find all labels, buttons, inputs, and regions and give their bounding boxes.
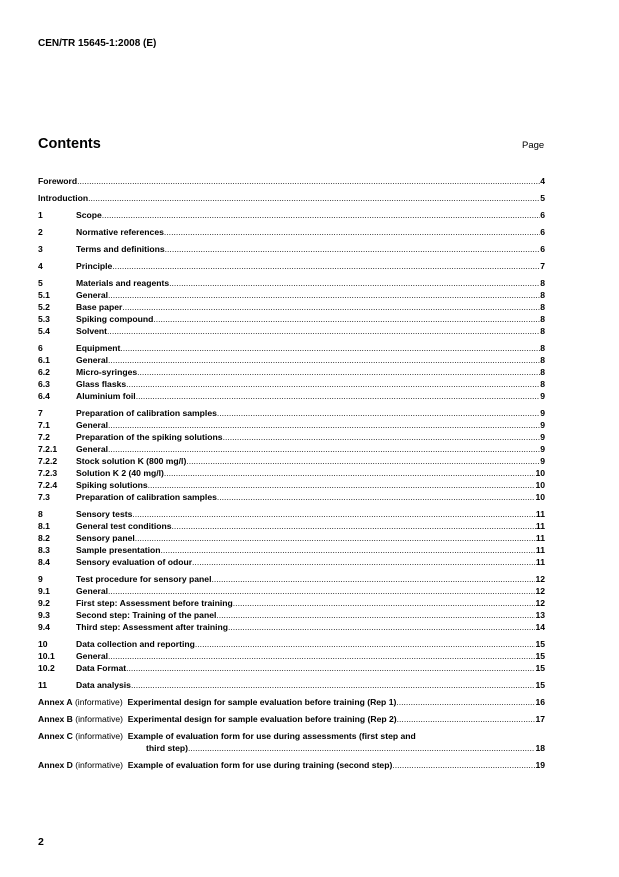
toc-entry-title: Test procedure for sensory panel .....	[76, 573, 535, 585]
toc-entry-page: 8	[540, 326, 545, 336]
toc-entry[interactable]	[38, 520, 545, 532]
annex-type: (informative)	[75, 760, 124, 770]
toc-entry[interactable]	[38, 650, 545, 662]
toc-entry-number: 7.2	[38, 432, 50, 442]
toc-entry[interactable]	[38, 209, 545, 221]
toc-entry-number: 9	[38, 574, 43, 584]
toc-entry-number: 4	[38, 261, 43, 271]
toc-entry-page: 10	[535, 492, 545, 502]
annex-type: (informative)	[74, 697, 123, 707]
toc-entry[interactable]	[38, 621, 545, 633]
toc-entry-title: Solvent .....	[76, 325, 540, 337]
toc-entry-number: 3	[38, 244, 43, 254]
annex-page: 17	[535, 714, 545, 724]
toc-entry[interactable]	[38, 544, 545, 556]
toc-entry[interactable]	[38, 556, 545, 568]
toc-entry[interactable]	[38, 467, 545, 479]
annex-type: (informative)	[75, 714, 124, 724]
toc-entry-title: Materials and reagents .....	[76, 277, 540, 289]
toc-entry-title: Second step: Training of the panel .....	[76, 609, 535, 621]
toc-entry-page: 4	[540, 176, 545, 186]
toc-entry[interactable]	[38, 407, 545, 419]
toc-entry-title: General .....	[76, 289, 540, 301]
toc-entry-page: 11	[535, 545, 545, 555]
toc-entry-title: General .....	[76, 354, 540, 366]
toc-entry[interactable]	[38, 443, 545, 455]
toc-entry-title: Data collection and reporting .....	[76, 638, 535, 650]
toc-entry-title: General .....	[76, 443, 540, 455]
toc-entry[interactable]	[38, 313, 545, 325]
annex-page: 18	[535, 743, 545, 753]
toc-entry-page: 6	[540, 244, 545, 254]
toc-entry-page: 9	[540, 391, 545, 401]
contents-heading: Contents	[38, 136, 101, 152]
toc-entry-page: 12	[535, 598, 545, 608]
toc-entry-page: 9	[540, 456, 545, 466]
toc-entry[interactable]	[38, 662, 545, 674]
toc-entry[interactable]	[38, 277, 545, 289]
toc-entry[interactable]	[38, 455, 545, 467]
toc-entry-page: 5	[540, 193, 545, 203]
toc-entry-page: 10	[535, 468, 545, 478]
toc-entry-number: 8.3	[38, 545, 50, 555]
toc-entry[interactable]	[38, 679, 545, 691]
toc-entry-number: 6.1	[38, 355, 50, 365]
toc-entry-page: 11	[535, 533, 545, 543]
toc-entry[interactable]	[38, 175, 545, 187]
toc-entry[interactable]	[38, 585, 545, 597]
toc-entry-page: 15	[535, 639, 545, 649]
toc-entry-title: Stock solution K (800 mg/l) .....	[76, 455, 540, 467]
toc-entry-number: 7.2.1	[38, 444, 58, 454]
toc-entry[interactable]	[38, 532, 545, 544]
toc-entry-title: Equipment .....	[76, 342, 540, 354]
toc-entry-number: 5.4	[38, 326, 50, 336]
toc-entry[interactable]	[38, 260, 545, 272]
toc-entry-number: 7.3	[38, 492, 50, 502]
toc-entry-number: 8.4	[38, 557, 50, 567]
toc-entry-title: General test conditions .....	[76, 520, 536, 532]
toc-entry-page: 11	[535, 509, 545, 519]
toc-entry[interactable]	[38, 597, 545, 609]
toc-entry-page: 8	[540, 302, 545, 312]
toc-entry-number: 2	[38, 227, 43, 237]
toc-entry-page: 14	[535, 622, 545, 632]
page-column-label: Page	[522, 140, 545, 151]
toc-entry-title: First step: Assessment before training .....	[76, 597, 535, 609]
toc-annex-entry[interactable]	[38, 730, 545, 754]
toc-entry-title: Scope .....	[76, 209, 540, 221]
toc-entry-number: 11	[38, 680, 48, 690]
toc-entry-page: 8	[540, 314, 545, 324]
toc-entry-title: Glass flasks .....	[76, 378, 540, 390]
toc-entry-number: 5.2	[38, 302, 50, 312]
toc-entry-page: 9	[540, 408, 545, 418]
toc-entry-title: Preparation of calibration samples .....	[76, 407, 540, 419]
toc-entry-title: Normative references .....	[76, 226, 540, 238]
toc-entry-title: Third step: Assessment after training .....	[76, 621, 535, 633]
annex-label: Annex B	[38, 714, 73, 724]
toc-entry-number: 9.2	[38, 598, 50, 608]
annex-label: Annex C	[38, 731, 73, 741]
toc-entry[interactable]	[38, 226, 545, 238]
toc-entry-title: Sensory evaluation of odour .....	[76, 556, 536, 568]
toc-entry-number: 7.2.4	[38, 480, 58, 490]
toc-entry-page: 9	[540, 432, 545, 442]
toc-entry-page: 10	[535, 480, 545, 490]
toc-entry-page: 8	[540, 278, 545, 288]
toc-entry-title: Sensory tests .....	[76, 508, 536, 520]
toc-entry-page: 11	[535, 521, 545, 531]
toc-entry-page: 6	[540, 210, 545, 220]
document-identifier: CEN/TR 15645-1:2008 (E)	[38, 38, 157, 49]
toc-entry-number: 7.2.3	[38, 468, 58, 478]
toc-entry[interactable]	[38, 431, 545, 443]
toc-entry-title: Solution K 2 (40 mg/l) .....	[76, 467, 535, 479]
toc-entry-number: 8.2	[38, 533, 50, 543]
annex-title: Experimental design for sample evaluation before training (Rep 2) .....	[128, 713, 536, 725]
table-of-contents	[38, 175, 545, 771]
toc-entry[interactable]	[38, 508, 545, 520]
toc-entry-number: 6.3	[38, 379, 50, 389]
toc-entry-page: 8	[540, 367, 545, 377]
toc-entry-number: 7.1	[38, 420, 50, 430]
toc-entry-number: 6	[38, 343, 43, 353]
toc-entry-number: 9.3	[38, 610, 50, 620]
toc-entry[interactable]	[38, 609, 545, 621]
toc-entry-page: 15	[535, 680, 545, 690]
toc-entry-title: Principle .....	[76, 260, 540, 272]
toc-entry-title: General .....	[76, 419, 540, 431]
toc-entry[interactable]	[38, 243, 545, 255]
toc-entry-page: 9	[540, 444, 545, 454]
toc-entry-number: 8	[38, 509, 43, 519]
annex-page: 16	[535, 697, 545, 707]
toc-entry-page: 11	[535, 557, 545, 567]
toc-entry-title: Spiking solutions .....	[76, 479, 535, 491]
toc-entry-number: 10	[38, 639, 48, 649]
toc-entry-page: 12	[535, 574, 545, 584]
toc-entry[interactable]	[38, 378, 545, 390]
toc-entry-title: Foreword .....	[38, 175, 540, 187]
toc-entry[interactable]	[38, 491, 545, 503]
toc-entry-title: Data analysis .....	[76, 679, 535, 691]
toc-entry-page: 12	[535, 586, 545, 596]
toc-entry[interactable]	[38, 390, 545, 402]
toc-entry-page: 6	[540, 227, 545, 237]
annex-title: Experimental design for sample evaluation before training (Rep 1) .....	[127, 696, 535, 708]
annex-title: Example of evaluation form for use during assessments (first step and	[127, 731, 416, 741]
toc-entry[interactable]	[38, 354, 545, 366]
toc-entry[interactable]	[38, 289, 545, 301]
toc-entry-title: Aluminium foil .....	[76, 390, 540, 402]
toc-entry-page: 8	[540, 379, 545, 389]
annex-label: Annex A	[38, 697, 73, 707]
toc-entry[interactable]	[38, 325, 545, 337]
toc-entry[interactable]	[38, 638, 545, 650]
toc-entry-page: 15	[535, 651, 545, 661]
toc-entry-number: 7.2.2	[38, 456, 58, 466]
toc-entry-page: 13	[535, 610, 545, 620]
page-number: 2	[38, 836, 44, 848]
toc-entry-number: 7	[38, 408, 43, 418]
annex-type: (informative)	[75, 731, 124, 741]
toc-entry-number: 10.1	[38, 651, 55, 661]
toc-entry-number: 9.1	[38, 586, 50, 596]
toc-entry-number: 5.1	[38, 290, 50, 300]
toc-entry-number: 5.3	[38, 314, 50, 324]
toc-entry-page: 8	[540, 343, 545, 353]
toc-entry-title: Micro-syringes .....	[76, 366, 540, 378]
toc-entry-title: Base paper .....	[76, 301, 540, 313]
toc-entry-page: 7	[540, 261, 545, 271]
toc-entry-title: Preparation of the spiking solutions .....	[76, 431, 540, 443]
toc-entry-number: 6.4	[38, 391, 50, 401]
toc-entry[interactable]	[38, 573, 545, 585]
toc-entry-number: 6.2	[38, 367, 50, 377]
toc-entry-number: 10.2	[38, 663, 55, 673]
annex-page: 19	[535, 760, 545, 770]
annex-title: Example of evaluation form for use during training (second step) .....	[128, 759, 536, 771]
toc-entry-number: 9.4	[38, 622, 50, 632]
toc-entry[interactable]	[38, 479, 545, 491]
toc-entry[interactable]	[38, 366, 545, 378]
toc-entry[interactable]	[38, 342, 545, 354]
annex-label: Annex D	[38, 760, 73, 770]
toc-entry-title: General .....	[76, 585, 535, 597]
toc-entry-page: 15	[535, 663, 545, 673]
toc-entry-title: Preparation of calibration samples .....	[76, 491, 535, 503]
toc-entry[interactable]	[38, 419, 545, 431]
toc-entry-title: General .....	[76, 650, 535, 662]
toc-entry-page: 8	[540, 355, 545, 365]
toc-entry[interactable]	[38, 301, 545, 313]
toc-entry-title: Introduction .....	[38, 192, 540, 204]
toc-entry-title: Sensory panel .....	[76, 532, 536, 544]
toc-annex-entry[interactable]	[38, 759, 545, 771]
toc-entry-page: 8	[540, 290, 545, 300]
annex-title-continued: third step) .....	[146, 742, 535, 754]
toc-entry-title: Terms and definitions .....	[76, 243, 540, 255]
toc-entry-title: Sample presentation .....	[76, 544, 536, 556]
toc-entry-number: 1	[38, 210, 43, 220]
toc-annex-entry[interactable]	[38, 696, 545, 708]
toc-entry-title: Data Format .....	[76, 662, 535, 674]
toc-annex-entry[interactable]	[38, 713, 545, 725]
toc-entry-number: 5	[38, 278, 43, 288]
toc-entry[interactable]	[38, 192, 545, 204]
toc-entry-title: Spiking compound .....	[76, 313, 540, 325]
toc-entry-page: 9	[540, 420, 545, 430]
toc-entry-number: 8.1	[38, 521, 50, 531]
